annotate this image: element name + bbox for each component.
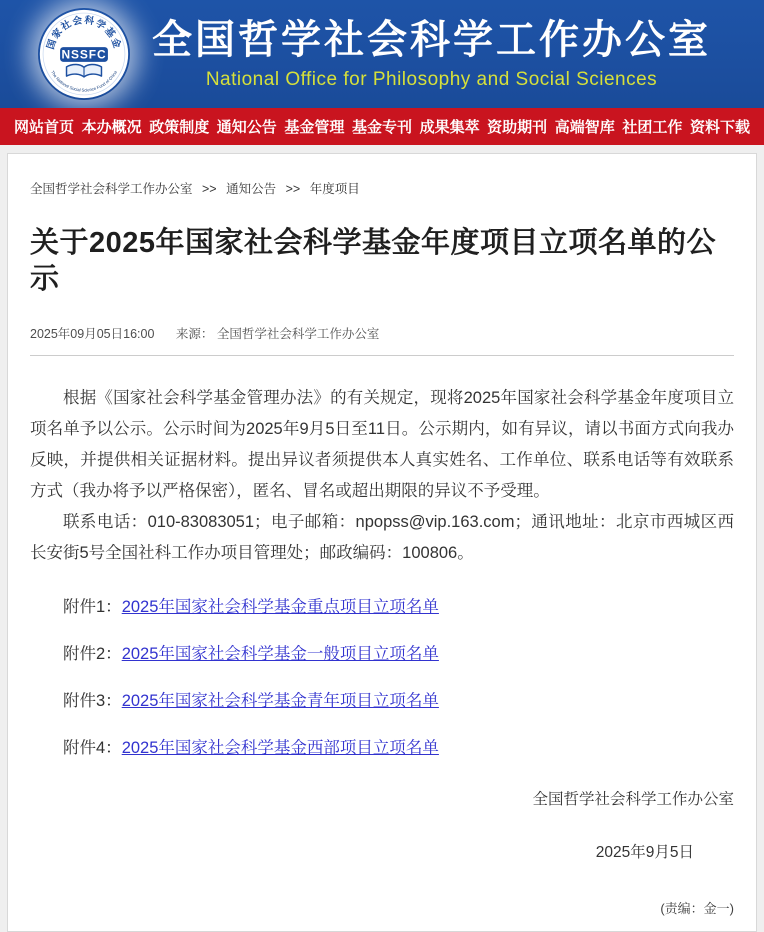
breadcrumb-separator: >> bbox=[202, 182, 217, 196]
nav-item-funded-journals[interactable]: 资助期刊 bbox=[487, 119, 548, 136]
attachment-4-link[interactable]: 2025年国家社会科学基金西部项目立项名单 bbox=[121, 738, 439, 757]
attachment-row bbox=[30, 646, 734, 663]
logo-top-arc-text: 国家社会科学基金 bbox=[45, 14, 123, 51]
nav-item-about[interactable]: 本办概况 bbox=[81, 119, 142, 136]
nav-item-achievements[interactable]: 成果集萃 bbox=[419, 119, 480, 136]
main-nav bbox=[0, 108, 764, 145]
paragraph-contact: 联系电话：010-83083051；电子邮箱：npopss@vip.163.com；通讯地址：北京市西城区西长安街5号全国社科工作办项目管理处；邮政编码：100806。 bbox=[30, 512, 734, 562]
article-body bbox=[30, 383, 734, 917]
logo-bottom-arc-text: The National Social Science Fund of China bbox=[50, 69, 118, 93]
attachment-3-link[interactable]: 2025年国家社会科学基金青年项目立项名单 bbox=[121, 691, 439, 710]
attachment-2-link[interactable]: 2025年国家社会科学基金一般项目立项名单 bbox=[121, 644, 439, 663]
signature-org: 全国哲学社会科学工作办公室 bbox=[532, 790, 734, 808]
source-label: 来源： bbox=[175, 326, 214, 341]
nav-item-downloads[interactable]: 资料下载 bbox=[689, 119, 750, 136]
attachment-row bbox=[30, 693, 734, 710]
site-title: 全国哲学社会科学工作办公室 bbox=[152, 16, 711, 62]
attachment-1-label: 附件1： bbox=[63, 597, 122, 616]
nav-item-fund-management[interactable]: 基金管理 bbox=[284, 119, 345, 136]
attachment-3-label: 附件3： bbox=[63, 691, 122, 710]
signature-date: 2025年9月5日 bbox=[595, 843, 694, 861]
content-panel bbox=[7, 153, 757, 932]
nav-item-think-tanks[interactable]: 高端智库 bbox=[554, 119, 615, 136]
nav-item-fund-journal[interactable]: 基金专刊 bbox=[351, 119, 412, 136]
breadcrumb-item-annual-projects[interactable]: 年度项目 bbox=[309, 182, 360, 196]
meta-divider bbox=[30, 355, 734, 356]
masthead bbox=[152, 18, 711, 91]
breadcrumb bbox=[30, 154, 734, 197]
attachment-row bbox=[30, 599, 734, 616]
paragraph-announcement: 根据《国家社会科学基金管理办法》的有关规定，现将2025年国家社会科学基金年度项目立项名单予以公示。公示时间为2025年9月5日至11日。公示期内，如有异议，请以书面方式向我办反映，并提供相关证据材料。提出异议者须提供本人真实姓名、工作单位、联系电话等有效联系方式（我办将予以严格保密），匿名、冒名或超出期限的异议不予受理。 bbox=[30, 388, 734, 500]
attachment-row bbox=[30, 740, 734, 757]
nssfc-logo[interactable] bbox=[38, 8, 130, 100]
nav-item-notices[interactable]: 通知公告 bbox=[216, 119, 277, 136]
nssfc-logo-icon bbox=[38, 8, 130, 100]
editor-note: (责编：金一) bbox=[660, 900, 734, 916]
page-title: 关于2025年国家社会科学基金年度项目立项名单的公示 bbox=[30, 227, 717, 296]
nav-item-home[interactable]: 网站首页 bbox=[14, 119, 75, 136]
attachment-4-label: 附件4： bbox=[63, 738, 122, 757]
signature-block bbox=[30, 787, 734, 862]
breadcrumb-item-notices[interactable]: 通知公告 bbox=[226, 182, 277, 196]
nav-item-associations[interactable]: 社团工作 bbox=[622, 119, 683, 136]
attachment-2-label: 附件2： bbox=[63, 644, 122, 663]
site-header bbox=[0, 0, 764, 108]
logo-acronym: NSSFC bbox=[61, 47, 107, 62]
attachment-1-link[interactable]: 2025年国家社会科学基金重点项目立项名单 bbox=[121, 597, 439, 616]
publish-datetime: 2025年09月05日16:00 bbox=[30, 326, 155, 341]
nav-item-policy[interactable]: 政策制度 bbox=[149, 119, 210, 136]
article-meta bbox=[30, 324, 734, 342]
source-value: 全国哲学社会科学工作办公室 bbox=[216, 326, 380, 341]
breadcrumb-item-root[interactable]: 全国哲学社会科学工作办公室 bbox=[30, 182, 193, 196]
breadcrumb-separator: >> bbox=[285, 182, 301, 196]
site-subtitle-en: National Office for Philosophy and Social Sciences bbox=[205, 68, 658, 90]
attachment-list bbox=[30, 599, 734, 757]
